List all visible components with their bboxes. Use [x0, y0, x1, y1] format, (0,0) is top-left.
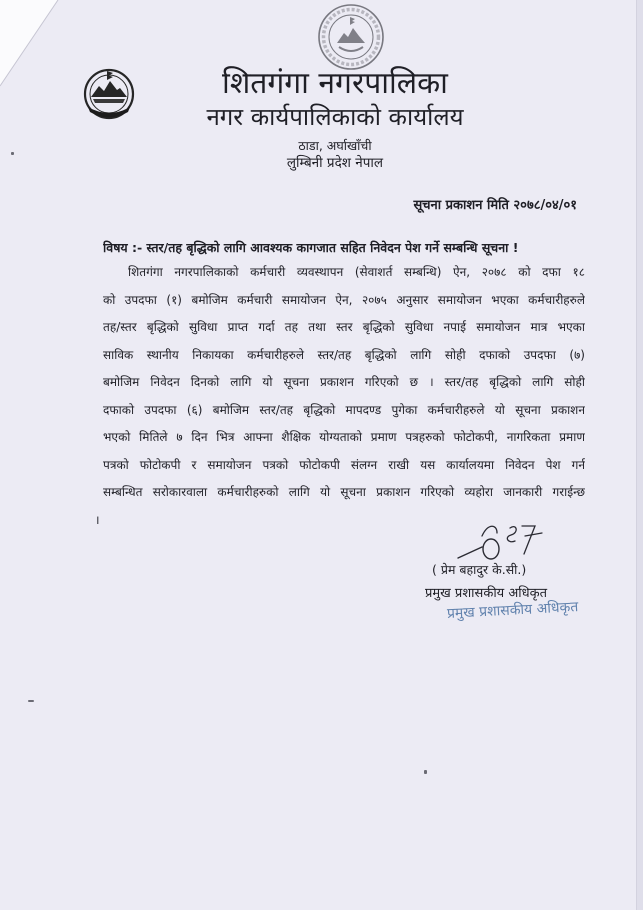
seal-mountains	[337, 28, 365, 43]
emblem-mountains	[91, 81, 127, 97]
signature-stroke	[483, 539, 499, 559]
body-line: सम्बन्धित सरोकारवाला कर्मचारीहरुको लागि यो सूचना प्रकाशन गरिएको व्यहोरा जानकारी गराईन्छ	[103, 485, 585, 499]
body-line: बमोजिम निवेदन दिनको लागि यो सूचना प्रकाशन गरिएको छ । स्तर/तह बृद्धिको लागि सोही	[103, 375, 585, 389]
signature-stroke	[525, 533, 542, 536]
signature-stroke	[507, 527, 516, 542]
signature-stroke	[522, 526, 535, 554]
municipality-round-seal	[317, 3, 385, 71]
signatory-title: प्रमुख प्रशासकीय अधिकृत	[425, 586, 548, 601]
body-line: को उपदफा (१) बमोजिम कर्मचारी समायोजन ऐन, २०७५ अनुसार समायोजन भएका कर्मचारीहरुले	[103, 292, 585, 307]
scan-speck	[424, 770, 427, 774]
seal-flag	[350, 17, 355, 25]
address-line-1: ठाडा, अर्घाखाँची	[298, 138, 372, 153]
address-line-2: लुम्बिनी प्रदेश नेपाल	[286, 155, 384, 171]
body-line-end-mark: ।	[95, 512, 100, 527]
emblem-map	[93, 99, 125, 103]
municipality-title: शितगंगा नगरपालिका	[222, 66, 448, 101]
signature-stroke	[458, 547, 482, 558]
body-line: पत्रको फोटोकपी र समायोजन पत्रको फोटोकपी संलग्न राखी यस कार्यालयमा निवेदन पेश गर्न	[103, 457, 585, 472]
folded-corner	[0, 0, 60, 90]
nepal-emblem-logo	[82, 67, 136, 121]
signatory-name: ( प्रेम बहादुर के.सी.)	[432, 562, 527, 577]
scan-speck	[28, 700, 34, 702]
seal-banner	[339, 47, 363, 51]
notice-body	[95, 259, 585, 534]
body-line: साविक स्थानीय निकायका कर्मचारीहरुले स्तर/तह बृद्धिको लागि सोही दफाको उपदफा (७)	[103, 347, 585, 362]
page-right-edge	[636, 0, 643, 910]
body-line: दफाको उपदफा (६) बमोजिम स्तर/तह बृद्धिको मापदण्ड पुगेका कर्मचारीहरुले यो सूचना प्रकाशन	[103, 402, 585, 417]
notice-subject: विषय :- स्तर/तह बृद्धिको लागि आवश्यक कागजात सहित निवेदन पेश गर्ने सम्बन्धि सूचना !	[103, 240, 519, 255]
notice-date: सूचना प्रकाशन मिति २०७८/०४/०१	[413, 198, 577, 213]
office-title: नगर कार्यपालिकाको कार्यालय	[206, 103, 464, 131]
signature-stroke	[482, 526, 497, 536]
designation-stamp: प्रमुख प्रशासकीय अधिकृत	[446, 599, 579, 622]
scan-speck	[11, 152, 14, 155]
body-line: शितगंगा नगरपालिकाको कर्मचारी व्यवस्थापन (सेवाशर्त सम्बन्धि) ऐन, २०७८ को दफा १८	[128, 265, 585, 279]
body-line: भएको मितिले ७ दिन भित्र आफ्ना शैक्षिक योग्यताको प्रमाण पत्रहरुको फोटोकपी, नागरिकता प्रमाण	[103, 430, 585, 444]
body-line: तह/स्तर बृद्धिको सुविधा प्राप्त गर्दा तह तथा स्तर बृद्धिको सुविधा नपाई समायोजन मात्र भएका	[103, 320, 585, 334]
emblem-banner	[88, 107, 130, 118]
